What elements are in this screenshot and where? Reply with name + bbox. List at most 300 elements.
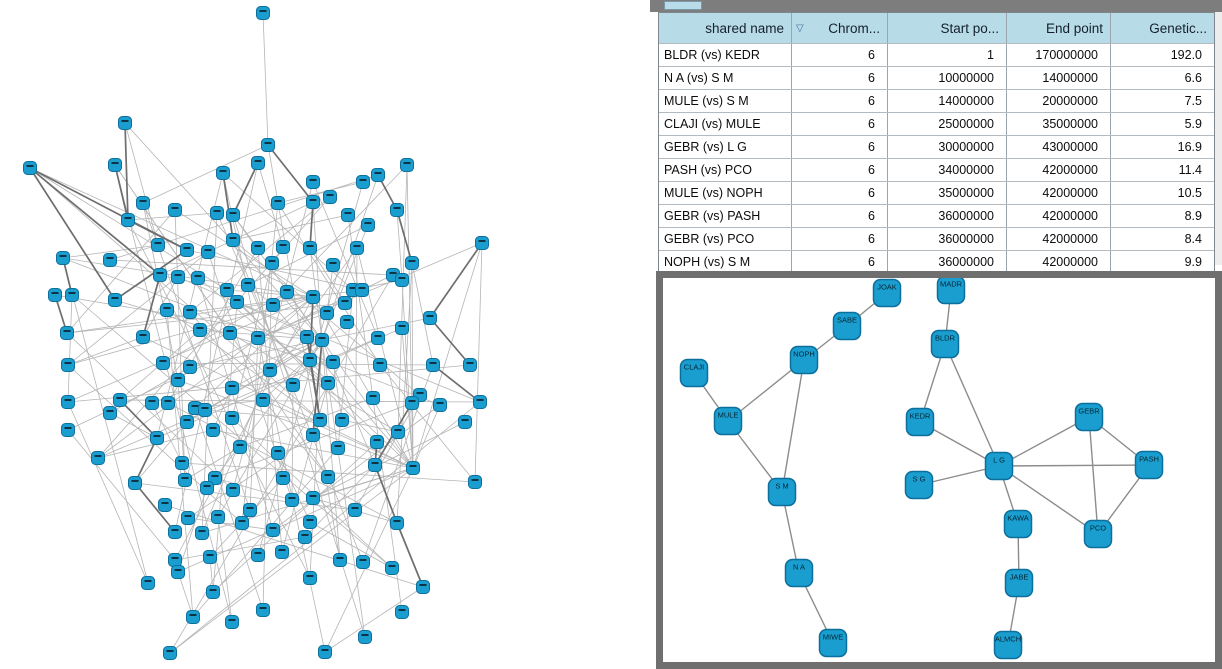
graph-node-label xyxy=(149,400,156,402)
graph-node[interactable] xyxy=(322,471,335,484)
graph-node[interactable] xyxy=(307,291,320,304)
table-row[interactable] xyxy=(659,227,1214,250)
graph-node[interactable] xyxy=(62,424,75,437)
graph-node-label xyxy=(409,260,416,262)
graph-node[interactable] xyxy=(434,399,447,412)
graph-node-label xyxy=(199,530,206,532)
graph-node-label xyxy=(330,359,337,361)
table-row[interactable] xyxy=(659,181,1214,204)
graph-node-label xyxy=(279,549,286,551)
graph-node[interactable] xyxy=(151,432,164,445)
graph-edge[interactable] xyxy=(68,337,143,365)
graph-node[interactable] xyxy=(321,307,334,320)
graph-node[interactable] xyxy=(396,322,409,335)
table-cell[interactable]: 35000000 xyxy=(1007,113,1111,135)
graph-edge[interactable] xyxy=(1089,417,1098,534)
table-cell[interactable]: PASH (vs) PCO xyxy=(659,159,792,181)
graph-node[interactable] xyxy=(204,551,217,564)
graph-node[interactable] xyxy=(176,457,189,470)
graph-edge[interactable] xyxy=(233,215,348,240)
graph-node[interactable] xyxy=(276,546,289,559)
graph-node[interactable] xyxy=(154,269,167,282)
graph-node[interactable] xyxy=(201,482,214,495)
graph-node-label: PASH xyxy=(1139,454,1159,464)
graph-edge[interactable] xyxy=(143,145,268,203)
graph-node[interactable] xyxy=(114,394,127,407)
graph-node[interactable] xyxy=(227,234,240,247)
graph-edge[interactable] xyxy=(945,344,999,466)
graph-node[interactable] xyxy=(227,209,240,222)
graph-edge[interactable] xyxy=(268,145,313,202)
graph-node[interactable] xyxy=(272,197,285,210)
graph-node[interactable] xyxy=(62,359,75,372)
table-cell[interactable]: 42000000 xyxy=(1007,182,1111,204)
graph-node-label xyxy=(319,337,326,339)
graph-node-label: ALMCH xyxy=(994,634,1022,644)
graph-node[interactable] xyxy=(104,254,117,267)
graph-edge[interactable] xyxy=(430,318,470,365)
graph-node[interactable] xyxy=(207,586,220,599)
graph-node[interactable] xyxy=(267,299,280,312)
graph-node[interactable] xyxy=(307,429,320,442)
graph-node-label xyxy=(255,245,262,247)
graph-node[interactable] xyxy=(272,447,285,460)
graph-node[interactable] xyxy=(61,327,74,340)
graph-node[interactable] xyxy=(334,554,347,567)
table-cell[interactable]: N A (vs) S M xyxy=(659,67,792,89)
graph-node[interactable] xyxy=(349,504,362,517)
table-cell[interactable]: 42000000 xyxy=(1007,251,1111,273)
graph-node-label xyxy=(327,194,334,196)
graph-node[interactable] xyxy=(356,284,369,297)
graph-edge[interactable] xyxy=(218,517,232,622)
graph-node[interactable] xyxy=(226,616,239,629)
graph-node-label: GEBR xyxy=(1078,406,1100,416)
graph-node[interactable] xyxy=(372,332,385,345)
table-cell[interactable]: 6 xyxy=(792,136,888,158)
graph-node[interactable] xyxy=(301,331,314,344)
graph-node-label xyxy=(230,487,237,489)
graph-node[interactable] xyxy=(277,472,290,485)
graph-node[interactable] xyxy=(194,324,207,337)
graph-node-label xyxy=(360,559,367,561)
graph-node[interactable] xyxy=(224,327,237,340)
graph-node[interactable] xyxy=(391,517,404,530)
column-header-start-position[interactable]: Start po... xyxy=(888,13,1007,43)
graph-node[interactable] xyxy=(371,436,384,449)
graph-node[interactable] xyxy=(211,207,224,220)
table-cell[interactable]: GEBR (vs) PCO xyxy=(659,228,792,250)
graph-node[interactable] xyxy=(262,139,275,152)
graph-node[interactable] xyxy=(332,442,345,455)
graph-node-label xyxy=(145,580,152,582)
table-cell[interactable]: 35000000 xyxy=(888,182,1007,204)
graph-node-label xyxy=(345,212,352,214)
graph-node[interactable] xyxy=(267,524,280,537)
table-cell[interactable]: 36000000 xyxy=(888,251,1007,273)
graph-node[interactable] xyxy=(257,7,270,20)
graph-edge[interactable] xyxy=(170,402,480,653)
graph-edge[interactable] xyxy=(233,163,258,215)
graph-node[interactable] xyxy=(157,357,170,370)
graph-node[interactable] xyxy=(304,572,317,585)
table-cell[interactable]: 6 xyxy=(792,205,888,227)
graph-node[interactable] xyxy=(374,359,387,372)
graph-node[interactable] xyxy=(199,404,212,417)
graph-node[interactable] xyxy=(474,396,487,409)
graph-node-label xyxy=(302,534,309,536)
graph-node[interactable] xyxy=(49,289,62,302)
graph-node-label xyxy=(192,405,199,407)
graph-node[interactable] xyxy=(57,252,70,265)
graph-node[interactable] xyxy=(159,499,172,512)
graph-node-label xyxy=(227,330,234,332)
graph-node-label: SABE xyxy=(836,315,858,325)
graph-node[interactable] xyxy=(146,397,159,410)
graph-node[interactable] xyxy=(236,517,249,530)
table-body xyxy=(659,43,1214,273)
graph-node-label: NOPH xyxy=(793,349,815,359)
table-cell[interactable]: 25000000 xyxy=(888,113,1007,135)
table-cell[interactable]: 11.4 xyxy=(1178,163,1202,177)
table-cell[interactable]: 9.9 xyxy=(1184,255,1202,269)
graph-node-label xyxy=(204,485,211,487)
graph-node[interactable] xyxy=(266,257,279,270)
graph-node[interactable] xyxy=(181,244,194,257)
graph-node-label xyxy=(377,362,384,364)
graph-node[interactable] xyxy=(92,452,105,465)
table-cell[interactable]: MULE (vs) S M xyxy=(659,90,792,112)
column-header-genetic[interactable]: Genetic... xyxy=(1149,20,1207,36)
table-row[interactable] xyxy=(659,158,1214,181)
table-row[interactable] xyxy=(659,250,1214,273)
graph-node-label xyxy=(417,392,424,394)
filter-funnel-icon[interactable]: ▽ xyxy=(796,22,804,34)
graph-edge[interactable] xyxy=(278,453,310,522)
table-cell[interactable]: 192.0 xyxy=(1170,48,1202,62)
graph-node[interactable] xyxy=(307,196,320,209)
graph-node[interactable] xyxy=(257,604,270,617)
graph-edge[interactable] xyxy=(110,413,157,438)
graph-node[interactable] xyxy=(464,359,477,372)
table-cell[interactable]: 42000000 xyxy=(1007,228,1111,250)
graph-node[interactable] xyxy=(252,157,265,170)
table-cell[interactable]: 6 xyxy=(792,182,888,204)
graph-node-label xyxy=(390,272,397,274)
graph-node-label xyxy=(65,399,72,401)
table-row[interactable] xyxy=(659,112,1214,135)
graph-node[interactable] xyxy=(287,379,300,392)
column-header-shared-name[interactable]: shared name xyxy=(659,13,792,43)
table-cell[interactable]: 6 xyxy=(792,113,888,135)
graph-node[interactable] xyxy=(459,416,472,429)
graph-edge[interactable] xyxy=(30,168,160,275)
graph-edge[interactable] xyxy=(397,523,423,587)
sub-network-canvas[interactable] xyxy=(663,278,1215,662)
table-cell[interactable]: 6 xyxy=(792,67,888,89)
graph-node[interactable] xyxy=(407,462,420,475)
graph-node[interactable] xyxy=(184,361,197,374)
graph-node[interactable] xyxy=(179,474,192,487)
graph-node[interactable] xyxy=(424,312,437,325)
graph-node[interactable] xyxy=(401,159,414,172)
graph-node-label: N A xyxy=(792,562,806,572)
graph-node[interactable] xyxy=(304,516,317,529)
table-row[interactable] xyxy=(659,66,1214,89)
graph-node-label xyxy=(64,330,71,332)
scrollbar-thumb[interactable] xyxy=(664,1,702,10)
graph-node[interactable] xyxy=(342,209,355,222)
graph-node[interactable] xyxy=(227,484,240,497)
table-cell[interactable]: GEBR (vs) L G xyxy=(659,136,792,158)
window-chrome-strip xyxy=(650,0,1222,12)
table-cell[interactable]: 7.5 xyxy=(1184,94,1202,108)
graph-node-label xyxy=(165,400,172,402)
graph-node[interactable] xyxy=(104,407,117,420)
graph-node[interactable] xyxy=(367,392,380,405)
graph-node[interactable] xyxy=(24,162,37,175)
graph-node[interactable] xyxy=(226,382,239,395)
graph-node[interactable] xyxy=(304,354,317,367)
graph-node-label xyxy=(125,217,132,219)
graph-node[interactable] xyxy=(307,176,320,189)
table-cell[interactable]: 8.9 xyxy=(1184,209,1202,223)
graph-node-label: S M xyxy=(775,481,789,491)
graph-node[interactable] xyxy=(369,459,382,472)
graph-node[interactable] xyxy=(172,566,185,579)
graph-node[interactable] xyxy=(234,441,247,454)
graph-node[interactable] xyxy=(341,316,354,329)
table-cell[interactable]: 16.9 xyxy=(1177,140,1202,154)
graph-node[interactable] xyxy=(137,197,150,210)
table-cell[interactable]: 5.9 xyxy=(1184,117,1202,131)
graph-node[interactable] xyxy=(264,364,277,377)
graph-node[interactable] xyxy=(281,286,294,299)
graph-node[interactable] xyxy=(427,359,440,372)
graph-node-label xyxy=(269,260,276,262)
sub-network-panel xyxy=(663,278,1215,662)
graph-node-label xyxy=(324,310,331,312)
graph-node-label xyxy=(399,609,406,611)
graph-node[interactable] xyxy=(252,549,265,562)
graph-node[interactable] xyxy=(392,426,405,439)
graph-edge[interactable] xyxy=(782,360,804,492)
graph-node[interactable] xyxy=(417,581,430,594)
graph-node[interactable] xyxy=(169,204,182,217)
graph-node[interactable] xyxy=(221,284,234,297)
graph-node[interactable] xyxy=(252,242,265,255)
graph-node[interactable] xyxy=(324,191,337,204)
graph-node-label: BLDR xyxy=(934,333,956,343)
graph-node[interactable] xyxy=(122,214,135,227)
column-header-chromosome-label: Chrom... xyxy=(828,20,880,36)
table-cell[interactable]: CLAJI (vs) MULE xyxy=(659,113,792,135)
graph-edge[interactable] xyxy=(98,197,330,458)
graph-node[interactable] xyxy=(304,242,317,255)
graph-edge[interactable] xyxy=(310,522,392,568)
table-cell[interactable]: 6 xyxy=(792,228,888,250)
graph-node[interactable] xyxy=(406,397,419,410)
table-cell[interactable]: 36000000 xyxy=(888,228,1007,250)
graph-node[interactable] xyxy=(207,424,220,437)
graph-node[interactable] xyxy=(359,631,372,644)
graph-node[interactable] xyxy=(299,531,312,544)
table-row[interactable] xyxy=(659,43,1214,66)
graph-node-label: S G xyxy=(912,474,926,484)
table-scrollbar-track[interactable] xyxy=(1214,12,1222,265)
graph-node-label: PCO xyxy=(1089,523,1107,533)
graph-edge[interactable] xyxy=(98,297,313,458)
graph-node[interactable] xyxy=(314,414,327,427)
graph-node-label xyxy=(267,367,274,369)
table-cell[interactable]: BLDR (vs) KEDR xyxy=(659,44,792,66)
table-cell[interactable]: 30000000 xyxy=(888,136,1007,158)
graph-node[interactable] xyxy=(164,647,177,660)
table-row[interactable] xyxy=(659,89,1214,112)
graph-node[interactable] xyxy=(242,279,255,292)
graph-node[interactable] xyxy=(172,271,185,284)
graph-edge[interactable] xyxy=(342,420,398,432)
table-row[interactable] xyxy=(659,135,1214,158)
table-cell[interactable]: 6.6 xyxy=(1184,71,1202,85)
graph-node[interactable] xyxy=(162,397,175,410)
graph-edge[interactable] xyxy=(413,243,482,468)
table-row[interactable] xyxy=(659,204,1214,227)
graph-node[interactable] xyxy=(187,611,200,624)
graph-node-label xyxy=(255,160,262,162)
graph-node[interactable] xyxy=(109,159,122,172)
table-cell[interactable]: 10000000 xyxy=(888,67,1007,89)
graph-node[interactable] xyxy=(182,512,195,525)
graph-node-label xyxy=(184,247,191,249)
column-header-end-point[interactable]: End point xyxy=(1007,13,1111,43)
graph-node[interactable] xyxy=(161,304,174,317)
graph-node[interactable] xyxy=(351,242,364,255)
graph-node[interactable] xyxy=(396,274,409,287)
graph-node[interactable] xyxy=(322,377,335,390)
table-cell[interactable]: 6 xyxy=(792,159,888,181)
graph-node-label xyxy=(229,385,236,387)
graph-node-label xyxy=(359,287,366,289)
graph-node[interactable] xyxy=(231,296,244,309)
table-cell[interactable]: 34000000 xyxy=(888,159,1007,181)
table-cell[interactable]: 20000000 xyxy=(1007,90,1111,112)
graph-node[interactable] xyxy=(286,494,299,507)
graph-node[interactable] xyxy=(339,297,352,310)
graph-node[interactable] xyxy=(212,511,225,524)
table-cell[interactable]: 14000000 xyxy=(888,90,1007,112)
graph-node[interactable] xyxy=(244,504,257,517)
graph-node[interactable] xyxy=(319,646,332,659)
graph-edge[interactable] xyxy=(325,587,423,652)
table-cell[interactable]: 6 xyxy=(792,44,888,66)
graph-node-label xyxy=(112,162,119,164)
graph-node[interactable] xyxy=(109,294,122,307)
graph-node[interactable] xyxy=(277,241,290,254)
graph-node-label xyxy=(179,460,186,462)
graph-node-label xyxy=(374,439,381,441)
table-cell[interactable]: GEBR (vs) PASH xyxy=(659,205,792,227)
graph-node-label xyxy=(325,474,332,476)
graph-node[interactable] xyxy=(396,606,409,619)
graph-node-label xyxy=(372,462,379,464)
graph-node[interactable] xyxy=(184,306,197,319)
graph-node-label xyxy=(365,222,372,224)
graph-node[interactable] xyxy=(357,556,370,569)
column-header-chromosome[interactable] xyxy=(792,13,888,43)
graph-node[interactable] xyxy=(357,176,370,189)
graph-edge[interactable] xyxy=(999,465,1149,466)
table-cell[interactable]: 170000000 xyxy=(1007,44,1111,66)
graph-node[interactable] xyxy=(62,396,75,409)
graph-node[interactable] xyxy=(307,492,320,505)
graph-node[interactable] xyxy=(252,332,265,345)
graph-node[interactable] xyxy=(469,476,482,489)
graph-edge[interactable] xyxy=(68,430,175,560)
table-cell[interactable]: 1 xyxy=(888,44,1007,66)
graph-node-label xyxy=(335,445,342,447)
graph-node-label: L G xyxy=(993,455,1005,465)
graph-node[interactable] xyxy=(137,331,150,344)
graph-node[interactable] xyxy=(196,527,209,540)
graph-node-label xyxy=(69,292,76,294)
graph-node-label xyxy=(322,649,329,651)
graph-node[interactable] xyxy=(169,554,182,567)
graph-node[interactable] xyxy=(66,289,79,302)
graph-edge[interactable] xyxy=(68,295,72,402)
graph-node[interactable] xyxy=(192,272,205,285)
graph-node[interactable] xyxy=(217,167,230,180)
table-cell[interactable]: 14000000 xyxy=(1007,67,1111,89)
graph-node[interactable] xyxy=(391,204,404,217)
table-cell[interactable]: NOPH (vs) S M xyxy=(659,251,792,273)
graph-edge[interactable] xyxy=(263,13,268,145)
graph-node[interactable] xyxy=(316,334,329,347)
table-cell[interactable]: 10.5 xyxy=(1177,186,1202,200)
table-cell[interactable]: 6 xyxy=(792,90,888,112)
graph-node[interactable] xyxy=(476,237,489,250)
graph-node[interactable] xyxy=(362,219,375,232)
graph-node[interactable] xyxy=(336,414,349,427)
graph-node[interactable] xyxy=(257,394,270,407)
graph-node-label xyxy=(175,274,182,276)
table-cell[interactable]: 6 xyxy=(792,251,888,273)
graph-node-label xyxy=(462,419,469,421)
graph-node-label xyxy=(52,292,59,294)
graph-node[interactable] xyxy=(327,259,340,272)
graph-node[interactable] xyxy=(169,526,182,539)
graph-node[interactable] xyxy=(119,117,132,130)
graph-node[interactable] xyxy=(372,169,385,182)
table-cell[interactable]: 42000000 xyxy=(1007,159,1111,181)
graph-node[interactable] xyxy=(129,477,142,490)
graph-node[interactable] xyxy=(406,257,419,270)
graph-node[interactable] xyxy=(202,246,215,259)
table-cell[interactable]: 8.4 xyxy=(1184,232,1202,246)
graph-node-label xyxy=(265,142,272,144)
graph-node[interactable] xyxy=(226,412,239,425)
table-cell[interactable]: 42000000 xyxy=(1007,205,1111,227)
graph-node[interactable] xyxy=(181,416,194,429)
table-cell[interactable]: 43000000 xyxy=(1007,136,1111,158)
table-cell[interactable]: MULE (vs) NOPH xyxy=(659,182,792,204)
graph-node[interactable] xyxy=(327,356,340,369)
graph-node[interactable] xyxy=(152,239,165,252)
graph-node[interactable] xyxy=(386,562,399,575)
graph-node[interactable] xyxy=(142,577,155,590)
graph-node[interactable] xyxy=(172,374,185,387)
table-cell[interactable]: 36000000 xyxy=(888,205,1007,227)
